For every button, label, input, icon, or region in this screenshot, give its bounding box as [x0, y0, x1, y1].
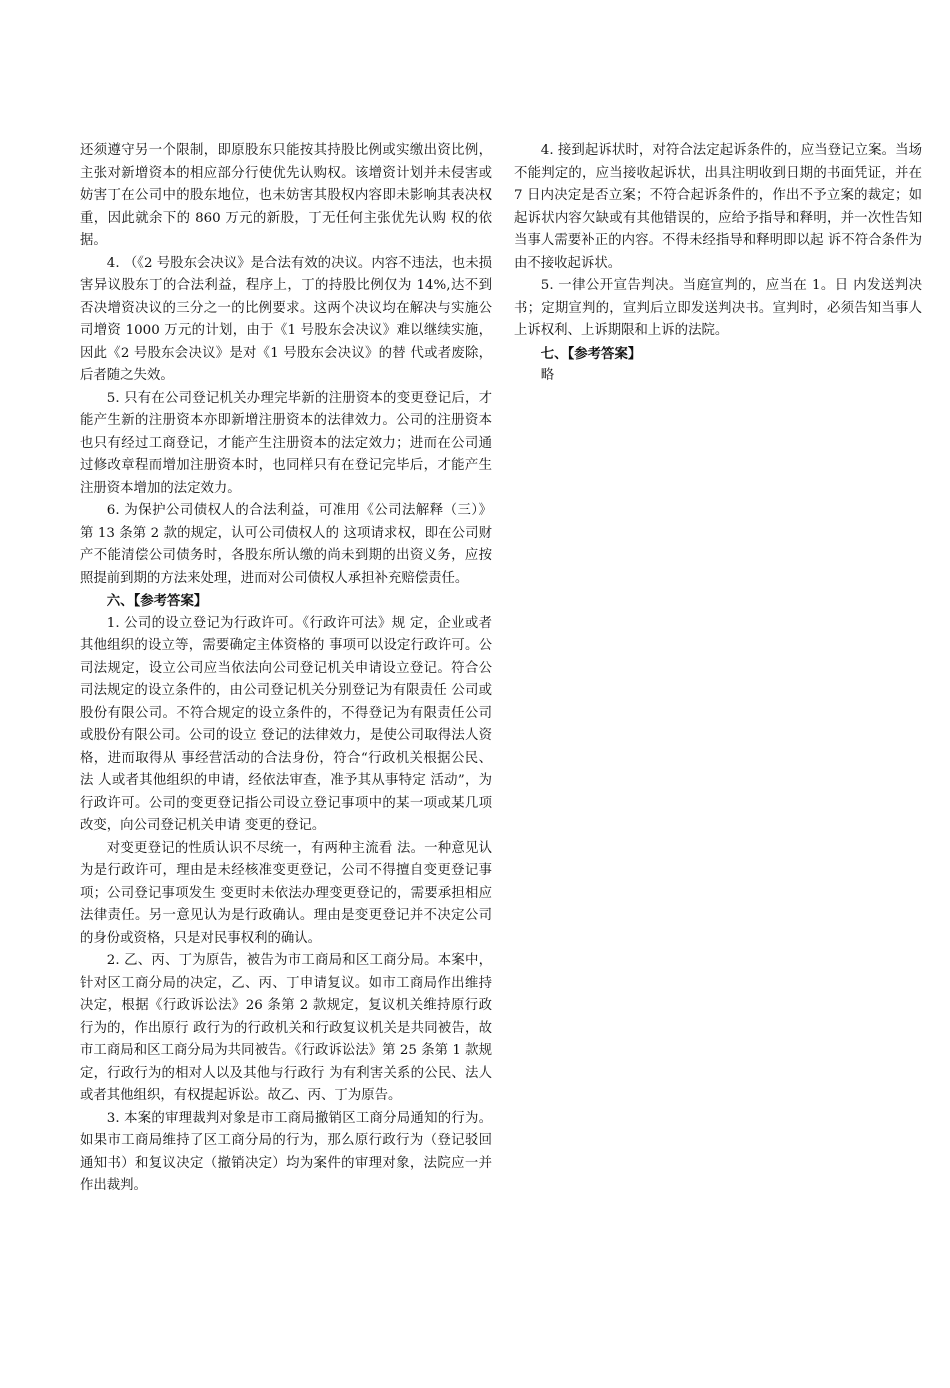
left-column — [80, 140, 492, 1198]
paragraph-continuation: 还须遵守另一个限制，即原股东只能按其持股比例或实缴出资比例，主张对新增资本的相应部分行使优先认购权。该增资计划并未侵害或妨害丁在公司中的股东地位，也未妨害其股权内容即未影响其表决权重，因此就余下的 860 万元的新股，丁无任何主张优先认购 权的依据。 — [80, 143, 492, 248]
paragraph-item-4: 4. （《2 号股东会决议》是合法有效的决议。内容不违法，也未损害异议股东丁的合法利益，程序上，丁的持股比例仅为 14%,达不到否决增资决议的三分之一的比例要求。这两个决议均在解决与实施公司增资 1000 万元的计划，由于《1 号股东会决议》难以继续实施，因此《2 号股东会决议》是对《1 号股东会决议》的替 代或者废除，后者随之失效。 — [80, 255, 492, 383]
paragraph-item-5: 5. 只有在公司登记机关办理完毕新的注册资本的变更登记后，才能产生新的注册资本亦即新增注册资本的法律效力。公司的注册资本也只有经过工商登记，才能产生注册资本的法定效力；进而在公司通过修改章程而增加注册资本时，也同样只有在登记完毕后，才能产生注册资本增加的法定效力。 — [80, 390, 492, 496]
section-6-item-1: 1. 公司的设立登记为行政许可。《行政许可法》规 定，企业或者其他组织的设立等，需要确定主体资格的 事项可以设定行政许可。公司法规定，设立公司应当依法向公司登记机关申请设立登记。符合公司法规定的设立条件的，由公司登记机关分别登记为有限责任 公司或股份有限公司。不符合规定的设立条件的，不得登记为有限责任公司或股份有限公司。公司的设立 登记的法律效力，是使公司取得法人资格，进而取得从 事经营活动的合法身份，符合“行政机关根据公民、法 人或者其他组织的申请，经依法审查，准予其从事特定 活动”，为行政许可。公司的变更登记指公司设立登记事项中的某一项或某几项改变，向公司登记机关申请 变更的登记。 — [80, 615, 492, 833]
section-6-item-1-continued: 对变更登记的性质认识不尽统一，有两种主流看 法。一种意见认为是行政许可，理由是未经核准变更登记，公司不得擅自变更登记事项；公司登记事项发生 变更时未依法办理变更登记的，需要承担相应法律责任。另一意见认为是行政确认。理由是变更登记并不决定公司的身份或资格，只是对民事权利的确认。 — [80, 840, 492, 946]
section-6-item-4: 4. 接到起诉状时，对符合法定起诉条件的，应当登记立案。当场不能判定的，应当接收起诉状，出具注明收到日期的书面凭证，并在 7 日内决定是否立案；不符合起诉条件的，作出不予立案的裁定；如起诉状内容欠缺或有其他错误的，应给予指导和释明，并一次性告知当事人需要补正的内容。不得未经指导和释明即以起 诉不符合条件为由不接收起诉状。 — [514, 143, 922, 271]
right-column — [514, 140, 922, 388]
section-6-item-5: 5. 一律公开宣告判决。当庭宣判的，应当在 1。日 内发送判决书；定期宣判的，宣判后立即发送判决书。宣判时，必须告知当事人上诉权利、上诉期限和上诉的法院。 — [514, 278, 922, 338]
section-6-item-2: 2. 乙、丙、丁为原告，被告为市工商局和区工商分局。本案中，针对区工商分局的决定，乙、丙、丁申请复议。如市工商局作出维持决定，根据《行政诉讼法》26 条第 2 款规定，复议机关维持原行政行为的，作出原行 政行为的行政机关和行政复议机关是共同被告，故市工商局和区工商分局为共同被告。《行政诉讼法》第 25 条第 1 款规定，行政行为的相对人以及其他与行政行 为有利害关系的公民、法人或者其他组织，有权提起诉讼。故乙、丙、丁为原告。 — [80, 953, 492, 1103]
section-7-heading: 七、【参考答案】 — [540, 345, 642, 362]
section-7-answer: 略 — [540, 368, 555, 383]
section-6-heading: 六、【参考答案】 — [106, 593, 208, 609]
section-6-item-3: 3. 本案的审理裁判对象是市工商局撤销区工商分局通知的行为。如果市工商局维持了区工商分局的行为，那么原行政行为（登记驳回通知书）和复议决定（撤销决定）均为案件的审理对象，法院应一并作出裁判。 — [80, 1110, 492, 1193]
paragraph-item-6: 6. 为保护公司债权人的合法利益，可准用《公司法解释（三）》第 13 条第 2 款的规定，认可公司债权人的 这项请求权，即在公司财产不能清偿公司债务时，各股东所认缴的尚未到期的出资义务，应按照提前到期的方法来处理，进而对公司债权人承担补充赔偿责任。 — [80, 503, 492, 586]
